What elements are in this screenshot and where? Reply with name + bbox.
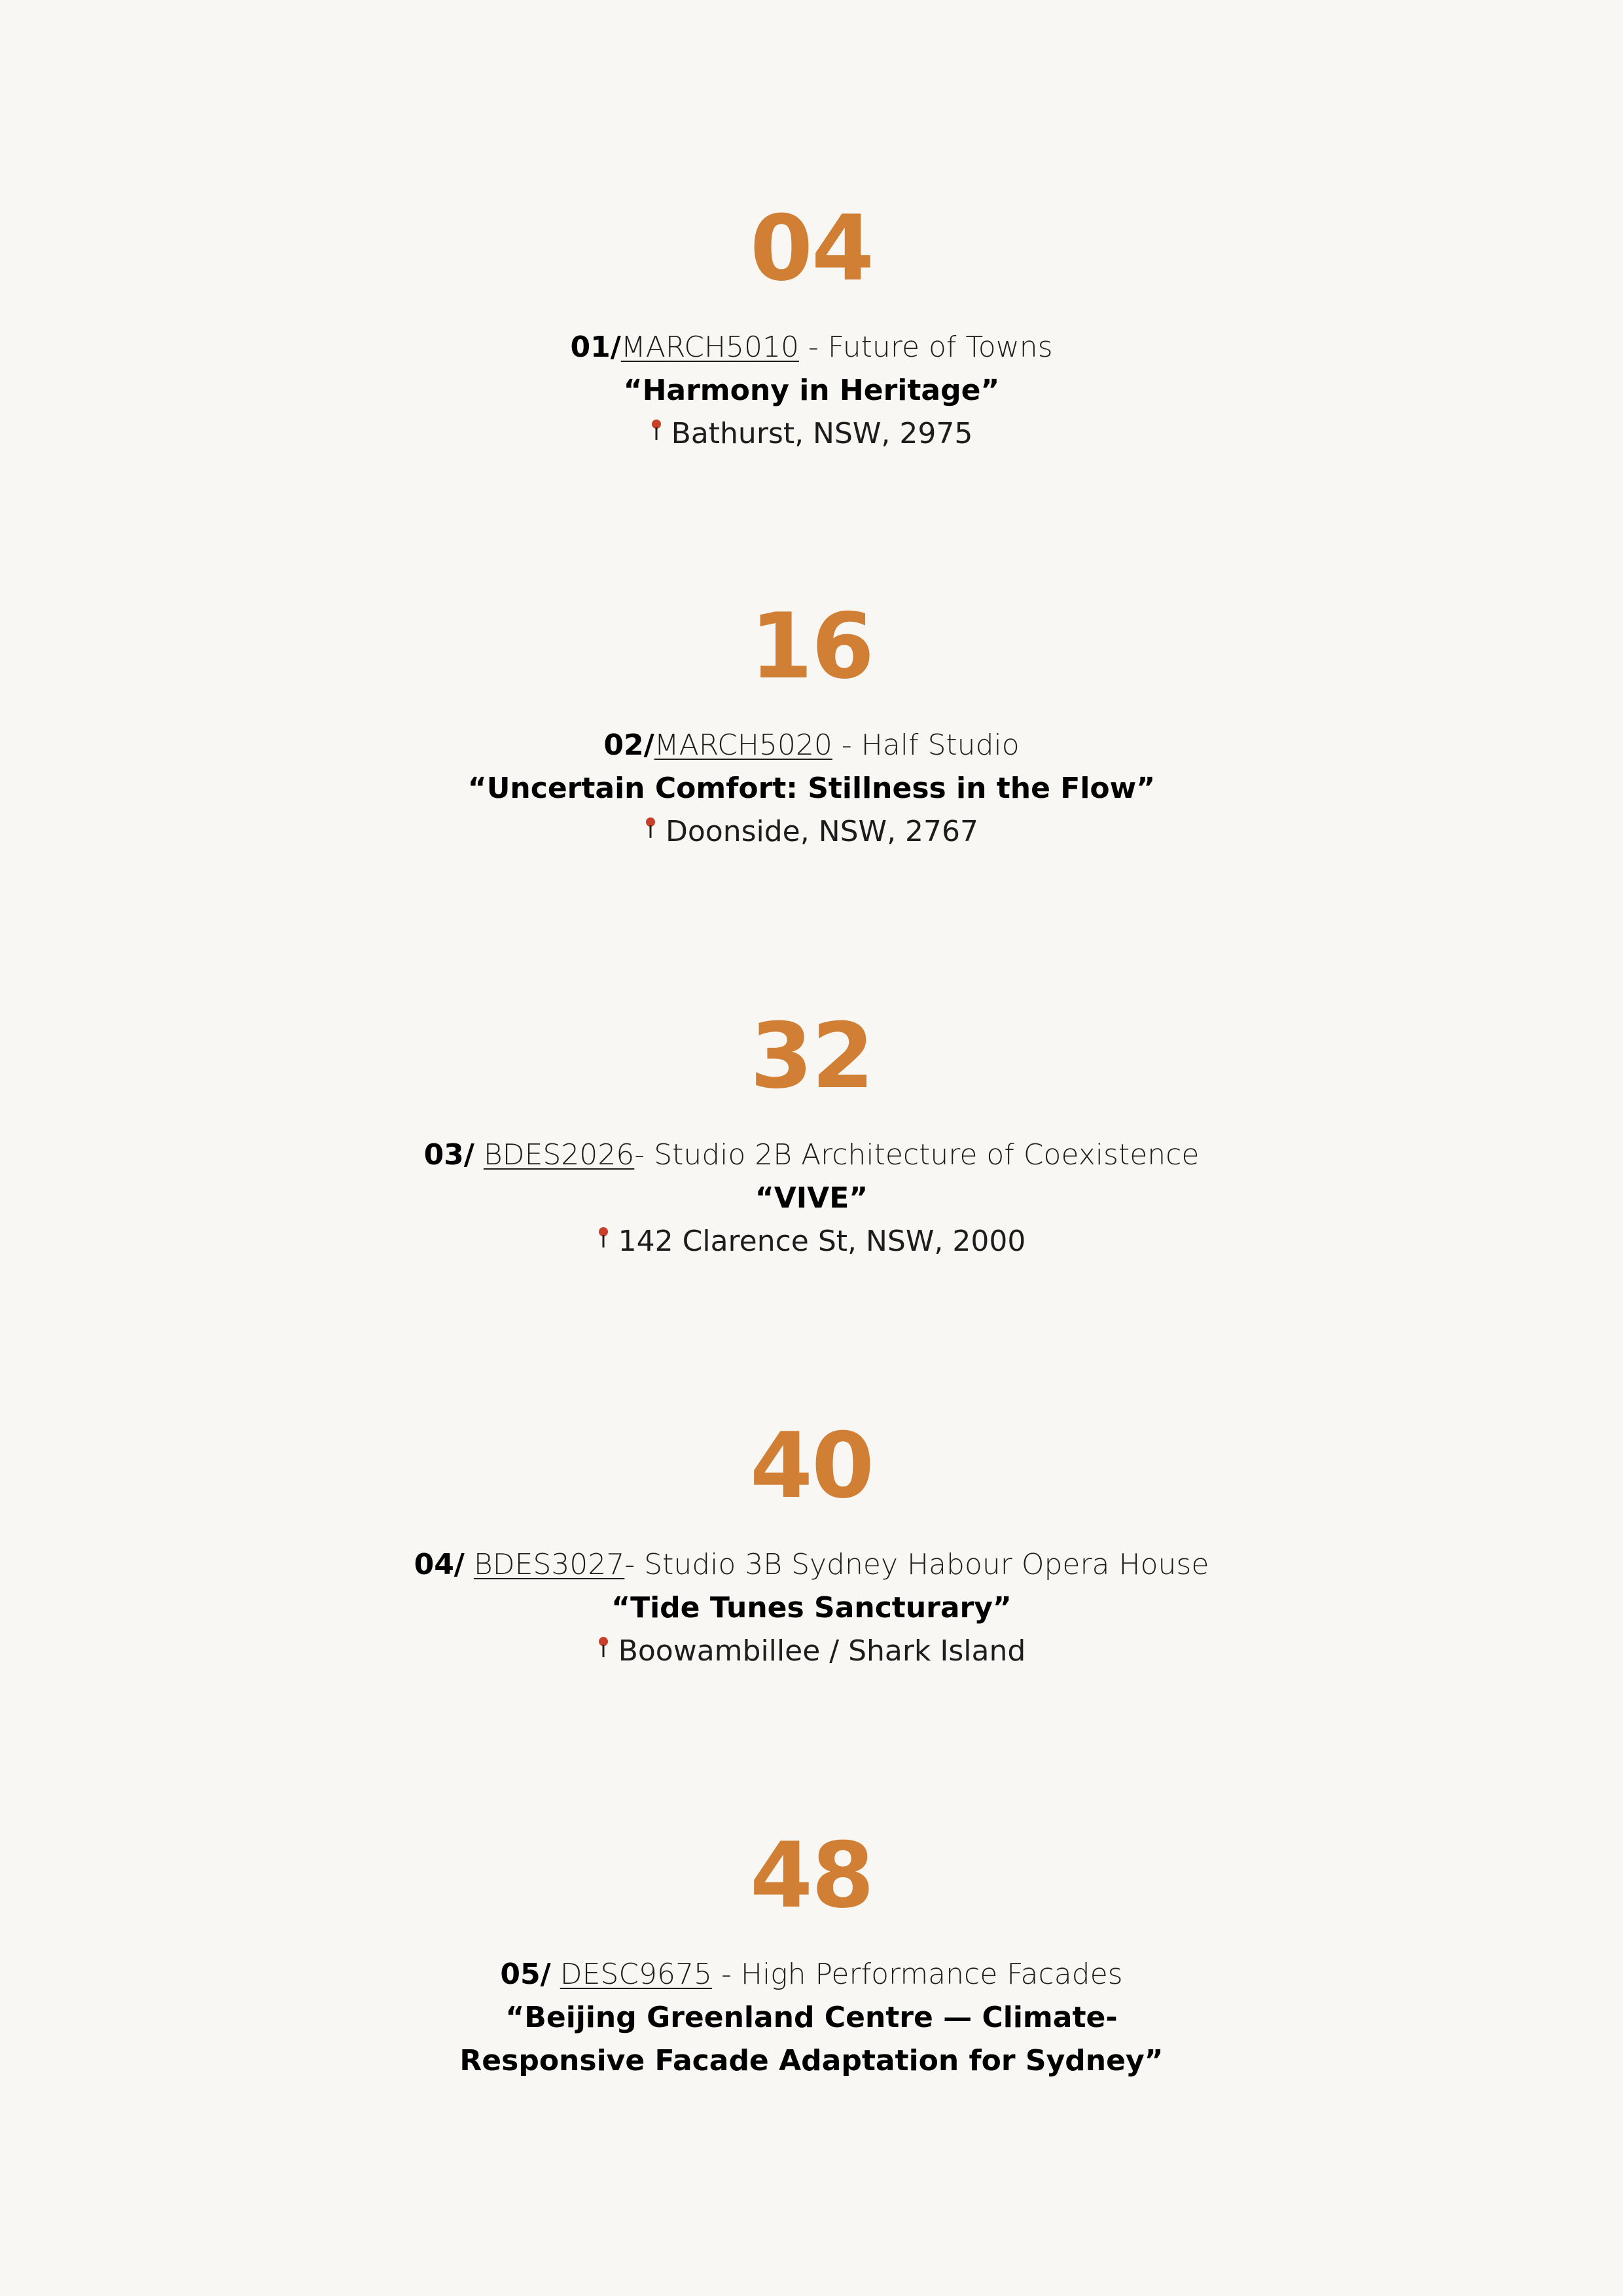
toc-entry [0, 196, 1623, 456]
course-name: Future of Towns [827, 331, 1053, 364]
toc-entry [0, 1004, 1623, 1263]
page-number: 16 [749, 594, 874, 699]
location-text: Bathurst, NSW, 2975 [671, 417, 973, 450]
location-text: Boowambillee / Shark Island [618, 1634, 1026, 1668]
location-text: 142 Clarence St, NSW, 2000 [618, 1225, 1026, 1258]
location [0, 412, 1623, 456]
location [0, 810, 1623, 853]
page-number: 40 [749, 1413, 874, 1518]
toc-entry [0, 1823, 1623, 2083]
course-line [0, 1953, 1623, 1996]
course-code-link[interactable]: DESC9675 [560, 1958, 713, 1991]
entry-number: 04/ [414, 1548, 465, 1581]
course-code-link[interactable]: MARCH5010 [620, 331, 800, 364]
entry-number: 03/ [423, 1138, 474, 1172]
separator: - [832, 728, 861, 762]
course-code-link[interactable]: MARCH5020 [654, 728, 832, 762]
entry-number: 02/ [603, 728, 654, 762]
project-title: “Tide Tunes Sancturary” [611, 1591, 1012, 1624]
project-title: “Uncertain Comfort: Stillness in the Flow” [467, 772, 1156, 805]
entry-number: 01/ [570, 331, 621, 364]
project-title: “Harmony in Heritage” [623, 374, 1000, 407]
map-pin-icon [597, 1218, 609, 1261]
location [0, 1220, 1623, 1263]
map-pin-icon [651, 410, 662, 454]
course-name: Half Studio [861, 728, 1020, 762]
page-number: 32 [749, 1003, 874, 1109]
course-line [0, 724, 1623, 767]
location-text: Doonside, NSW, 2767 [665, 815, 979, 848]
entry-number: 05/ [500, 1958, 551, 1991]
location [0, 1630, 1623, 1673]
separator: - [624, 1548, 645, 1581]
toc-entry [0, 1414, 1623, 1673]
map-pin-icon [645, 808, 656, 852]
course-code-link[interactable]: BDES2026 [483, 1138, 635, 1172]
map-pin-icon [597, 1628, 609, 1671]
course-name: Studio 2B Architecture of Coexistence [654, 1138, 1200, 1172]
course-line [0, 1543, 1623, 1587]
course-line [0, 1134, 1623, 1177]
toc-entry [0, 594, 1623, 853]
course-name: Studio 3B Sydney Habour Opera House [644, 1548, 1209, 1581]
project-title: “VIVE” [755, 1181, 868, 1215]
course-name: High Performance Facades [740, 1958, 1123, 1991]
page-number: 04 [749, 196, 874, 301]
course-code-link[interactable]: BDES3027 [473, 1548, 625, 1581]
page-number: 48 [749, 1823, 874, 1928]
separator: - [634, 1138, 654, 1172]
course-line [0, 326, 1623, 369]
separator: - [799, 331, 828, 364]
project-title: “Beijing Greenland Centre — Climate-Responsive Facade Adaptation for Sydney” [459, 2001, 1164, 2077]
separator: - [712, 1958, 741, 1991]
